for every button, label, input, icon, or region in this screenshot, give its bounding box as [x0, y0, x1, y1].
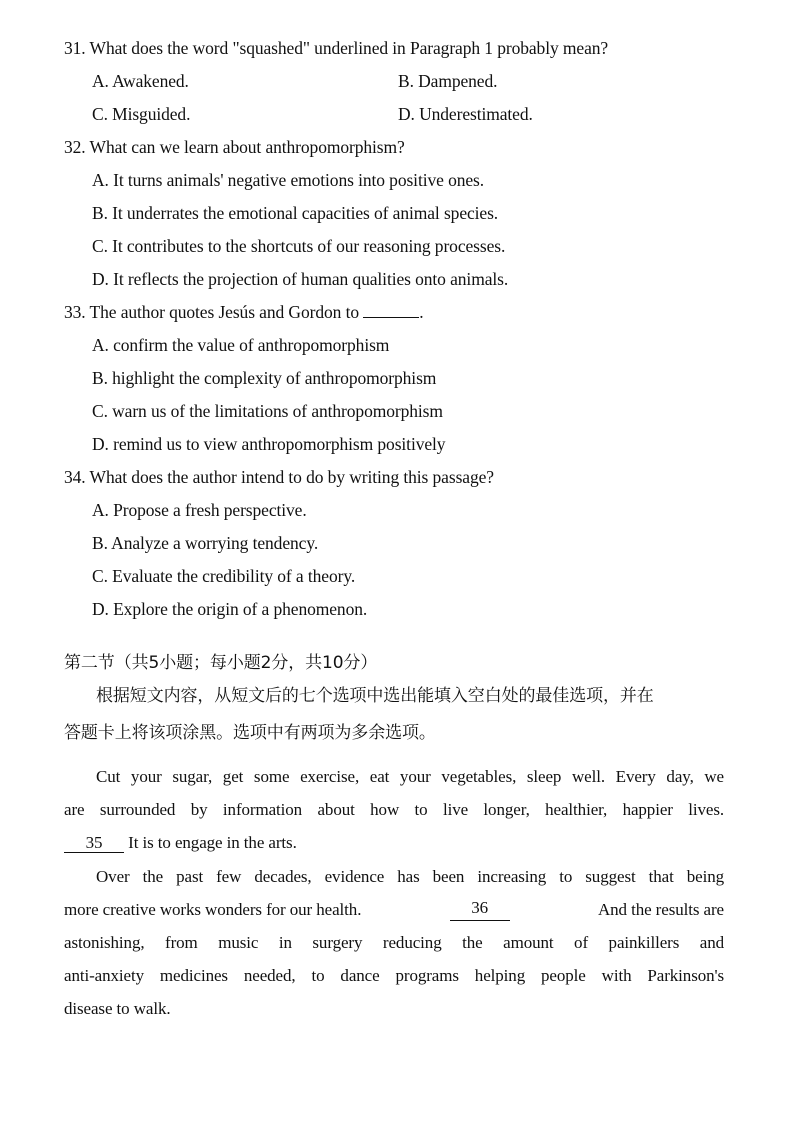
passage-p2-line-1: Over the past few decades, evidence has been increasing to suggest that being — [96, 867, 724, 886]
question-33-option-c: C. warn us of the limitations of anthropomorphism — [92, 401, 443, 421]
question-31-option-d: D. Underestimated. — [398, 104, 533, 124]
passage-p1-line-3 — [64, 832, 724, 854]
question-31-option-a: A. Awakened. — [92, 71, 189, 91]
question-33-stem-end: . — [419, 302, 424, 322]
passage-p2-line-4: anti-anxiety medicines needed, to dance programs helping people with Parkinson's — [64, 966, 724, 985]
question-32-option-c: C. It contributes to the shortcuts of our reasoning processes. — [92, 236, 506, 256]
section-2-instruction-line-2: 答题卡上将该项涂黑。选项中有两项为多余选项。 — [64, 723, 436, 743]
section-2-heading: 第二节（共5小题；每小题2分，共10分） — [64, 653, 378, 673]
passage-p2-line-2 — [64, 899, 724, 921]
passage-p1-line-3-text: It is to engage in the arts. — [128, 833, 297, 852]
question-33-stem-text: 33. The author quotes Jesús and Gordon to — [64, 302, 359, 322]
question-34-option-a: A. Propose a fresh perspective. — [92, 500, 307, 520]
question-32-option-d: D. It reflects the projection of human qualities onto animals. — [92, 269, 509, 289]
question-33-option-a: A. confirm the value of anthropomorphism — [92, 335, 390, 355]
passage-p1-line-2: are surrounded by information about how to live longer, healthier, happier lives. — [64, 800, 724, 819]
passage-p2-line-3: astonishing, from music in surgery reducing the amount of painkillers and — [64, 933, 724, 952]
answer-blank-36: 36 — [450, 899, 510, 921]
question-33-stem — [64, 301, 424, 323]
question-31-option-b: B. Dampened. — [398, 71, 498, 91]
section-2-instruction-line-1: 根据短文内容，从短文后的七个选项中选出能填入空白处的最佳选项，并在 — [96, 686, 654, 706]
answer-blank — [363, 303, 419, 318]
question-34-option-d: D. Explore the origin of a phenomenon. — [92, 599, 368, 619]
question-33-option-b: B. highlight the complexity of anthropomorphism — [92, 368, 437, 388]
question-32-option-a: A. It turns animals' negative emotions into positive ones. — [92, 170, 485, 190]
question-31-stem: 31. What does the word "squashed" underlined in Paragraph 1 probably mean? — [64, 38, 609, 58]
question-34-option-b: B. Analyze a worrying tendency. — [92, 533, 319, 553]
question-32-option-b: B. It underrates the emotional capacities of animal species. — [92, 203, 499, 223]
question-31-option-c: C. Misguided. — [92, 104, 191, 124]
answer-blank-35: 35 — [64, 834, 124, 853]
passage-p2-line-2-text: more creative works wonders for our health. — [64, 900, 362, 919]
passage-p2-line-2-end: And the results are — [597, 900, 724, 919]
passage-p2-line-5: disease to walk. — [64, 999, 171, 1018]
question-34-option-c: C. Evaluate the credibility of a theory. — [92, 566, 356, 586]
question-33-option-d: D. remind us to view anthropomorphism positively — [92, 434, 446, 454]
passage-p1-line-1: Cut your sugar, get some exercise, eat your vegetables, sleep well. Every day, we — [96, 767, 724, 786]
question-34-stem: 34. What does the author intend to do by writing this passage? — [64, 467, 494, 487]
question-32-stem: 32. What can we learn about anthropomorphism? — [64, 137, 405, 157]
